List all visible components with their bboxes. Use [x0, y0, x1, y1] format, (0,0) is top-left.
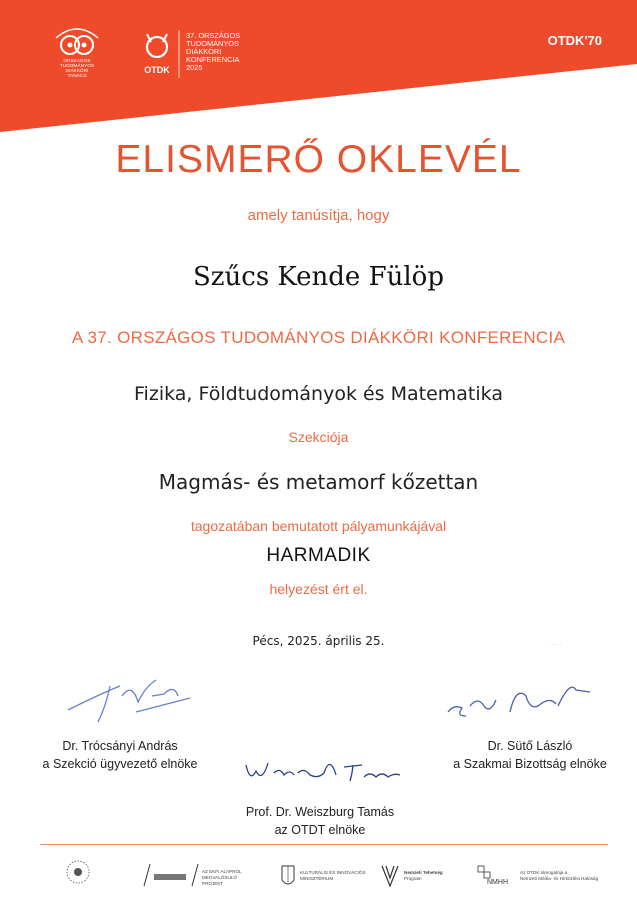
- field-suffix: Szekciója: [288, 429, 349, 445]
- signatory-right: [430, 737, 630, 773]
- nmhh-text-2: Nemzeti Média- és Hírközlési Hatóság: [520, 876, 599, 881]
- signature-left: [60, 672, 200, 732]
- tdk-logo-line-4: TANÁCS: [67, 74, 87, 79]
- conf-logo-line-3: DIÁKKÖRI: [186, 47, 222, 56]
- conf-logo-line-5: 2025: [186, 63, 203, 72]
- nmhh-mark: NMHH: [487, 879, 508, 886]
- section-suffix: tagozatában bemutatott pályamunkájával: [190, 518, 447, 534]
- ministry-text-2: MINISZTÉRIUM: [300, 876, 334, 881]
- placement-suffix: helyezést ért el.: [269, 581, 368, 597]
- tdk-logo-line-3: DIÁKKÖRI: [65, 69, 89, 74]
- date-line: Pécs, 2025. április 25.: [252, 634, 385, 648]
- tdk-logo-line-2: TUDOMÁNYOS: [59, 64, 95, 69]
- nmhh-text-1: Az OTDK támogatója a: [520, 870, 568, 875]
- placement: HARMADIK: [266, 545, 371, 566]
- tdk-logo-line-1: ORSZÁGOS: [63, 59, 91, 64]
- nmhh-logo-icon: [478, 866, 490, 878]
- header-banner: [0, 0, 637, 135]
- signatory-left: [20, 737, 220, 773]
- ntp-text-2: Program: [404, 876, 422, 881]
- eu-fund-text-2: MEGVALÓSULÓ: [202, 875, 237, 880]
- signatory-middle-name: Prof. Dr. Weiszburg Tamás: [245, 805, 395, 819]
- signatory-middle-role: az OTDT elnöke: [274, 823, 366, 837]
- eu-fund-text-1: AZ EKFI ALAPRÓL: [202, 869, 242, 874]
- section-name: Magmás- és metamorf kőzettan: [158, 470, 479, 494]
- signatory-left-name: Dr. Trócsányi András: [62, 739, 178, 753]
- eu-fund-text-3: PROJEKT: [202, 881, 224, 886]
- conference-name: A 37. ORSZÁGOS TUDOMÁNYOS DIÁKKÖRI KONFERENCIA: [71, 328, 566, 347]
- signatory-left-role: a Szekció ügyvezető elnöke: [42, 757, 198, 771]
- banner-shape: [0, 0, 637, 132]
- conf-logo-line-4: KONFERENCIA: [186, 55, 240, 64]
- faint-mark: · ·· ·: [548, 641, 562, 649]
- otdk-70-mark: OTDK'70: [547, 33, 602, 48]
- recipient-name: Szűcs Kende Fülöp: [193, 262, 444, 292]
- certificate-title: ELISMERŐ OKLEVÉL: [115, 138, 522, 181]
- coat-of-arms-icon: [282, 866, 294, 884]
- otdk-mark: OTDK: [144, 65, 170, 75]
- signature-middle: [240, 745, 410, 795]
- ntp-text-1: Nemzeti Tehetség: [404, 870, 443, 875]
- footer-divider: [40, 844, 608, 845]
- field-name: Fizika, Földtudományok és Matematika: [134, 383, 503, 405]
- conf-logo-line-1: 37. ORSZÁGOS: [186, 31, 241, 40]
- signatory-right-role: a Szakmai Bizottság elnöke: [453, 757, 607, 771]
- sponsor-logos: [0, 852, 637, 907]
- signature-right: [440, 676, 600, 726]
- ntp-logo-icon: [382, 866, 398, 886]
- sunburst-logo-icon: [67, 861, 89, 883]
- conf-logo-line-2: TUDOMÁNYOS: [186, 39, 239, 48]
- ministry-text-1: KULTURÁLIS ÉS INNOVÁCIÓS: [300, 870, 366, 875]
- signatory-right-name: Dr. Sütő László: [487, 739, 573, 753]
- certifies-line: amely tanúsítja, hogy: [247, 207, 390, 224]
- eu-fund-logo-icon: [144, 864, 198, 886]
- signatory-middle: [215, 803, 425, 839]
